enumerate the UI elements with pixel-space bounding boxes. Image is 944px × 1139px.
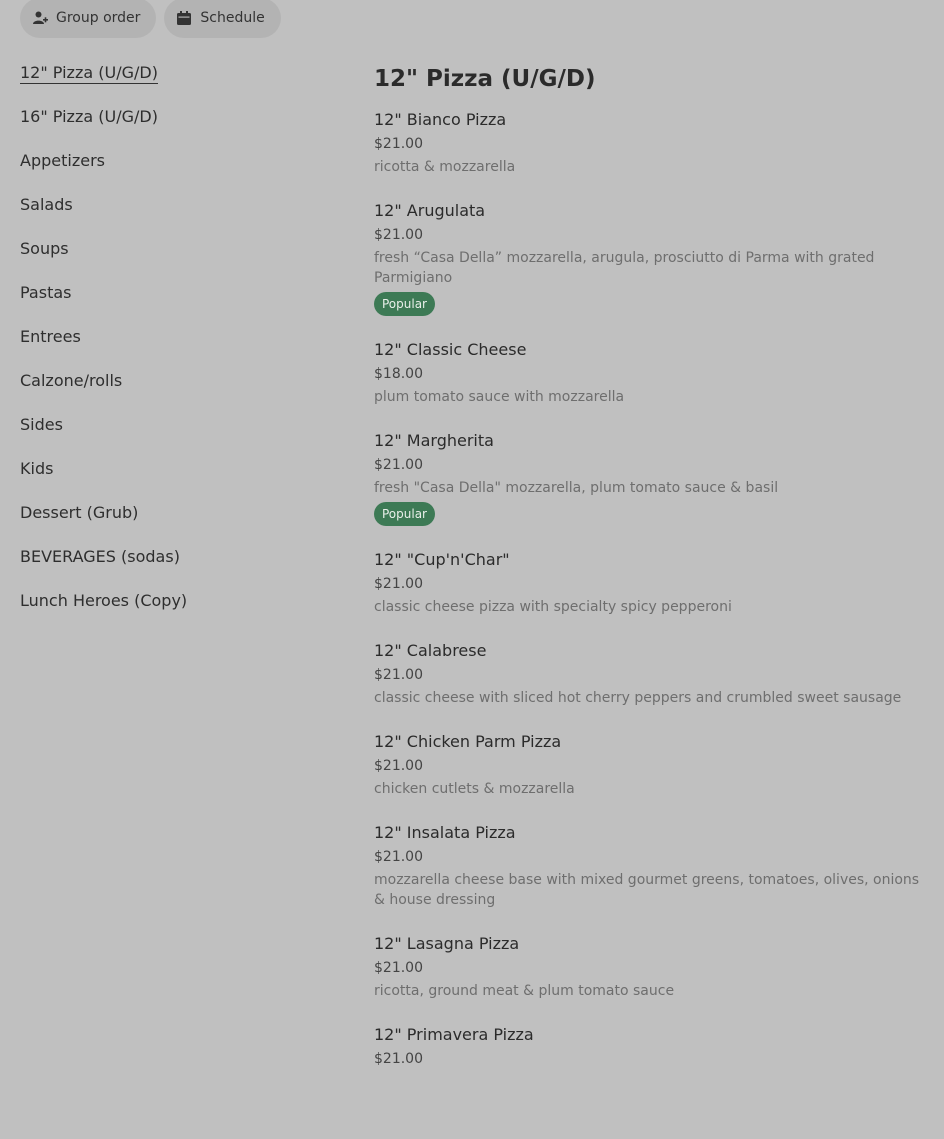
menu-item[interactable] <box>374 730 930 799</box>
menu-item-price: $21.00 <box>374 758 423 774</box>
sidebar-category-label: Lunch Heroes (Copy) <box>20 591 188 610</box>
schedule-button[interactable] <box>164 0 280 38</box>
sidebar-category-label: Pastas <box>20 283 72 302</box>
sidebar-category[interactable] <box>20 590 340 634</box>
sidebar-category-label: Soups <box>20 239 69 258</box>
menu-item-price: $21.00 <box>374 960 423 976</box>
sidebar-category[interactable] <box>20 282 340 326</box>
menu-item-price: $21.00 <box>374 667 423 683</box>
sidebar-category[interactable] <box>20 62 340 106</box>
sidebar-category-label: Sides <box>20 415 63 434</box>
menu-item[interactable] <box>374 639 930 708</box>
menu-item-price: $21.00 <box>374 576 423 592</box>
category-sidebar <box>20 62 340 634</box>
menu-item[interactable] <box>374 1023 930 1070</box>
sidebar-category[interactable] <box>20 458 340 502</box>
menu-item-description: mozzarella cheese base with mixed gourmet greens, tomatoes, olives, onions & house dressing <box>374 872 920 908</box>
sidebar-category-label: Kids <box>20 459 54 478</box>
menu-item[interactable] <box>374 548 930 617</box>
menu-item-price: $21.00 <box>374 457 423 473</box>
menu-item[interactable] <box>374 429 930 526</box>
menu-item-name: 12" Margherita <box>374 431 494 450</box>
menu-item-description: chicken cutlets & mozzarella <box>374 781 575 797</box>
sidebar-category-label: BEVERAGES (sodas) <box>20 547 180 566</box>
menu-item-name: 12" Calabrese <box>374 641 487 660</box>
menu-item-name: 12" Insalata Pizza <box>374 823 516 842</box>
sidebar-category[interactable] <box>20 546 340 590</box>
top-toolbar <box>20 0 281 38</box>
popular-badge: Popular <box>374 292 435 316</box>
menu-item-name: 12" Classic Cheese <box>374 340 527 359</box>
sidebar-category-label: Appetizers <box>20 151 105 170</box>
sidebar-category[interactable] <box>20 414 340 458</box>
sidebar-category-label: Calzone/rolls <box>20 371 123 390</box>
menu-item-list <box>374 108 930 1070</box>
popular-badge: Popular <box>374 502 435 526</box>
menu-item-description: ricotta, ground meat & plum tomato sauce <box>374 983 675 999</box>
sidebar-category[interactable] <box>20 194 340 238</box>
menu-item[interactable] <box>374 199 930 316</box>
sidebar-category-label: Entrees <box>20 327 81 346</box>
menu-item-name: 12" Primavera Pizza <box>374 1025 534 1044</box>
menu-item[interactable] <box>374 932 930 1001</box>
menu-item-price: $21.00 <box>374 849 423 865</box>
sidebar-category[interactable] <box>20 106 340 150</box>
menu-item-name: 12" Chicken Parm Pizza <box>374 732 562 751</box>
sidebar-category[interactable] <box>20 370 340 414</box>
menu-item-description: ricotta & mozzarella <box>374 159 516 175</box>
sidebar-category[interactable] <box>20 238 340 282</box>
sidebar-category[interactable] <box>20 502 340 546</box>
menu-item[interactable] <box>374 338 930 407</box>
sidebar-category-label: 16" Pizza (U/G/D) <box>20 107 158 126</box>
sidebar-category-label: Salads <box>20 195 73 214</box>
menu-item-description: classic cheese pizza with specialty spicy pepperoni <box>374 599 732 615</box>
menu-item-price: $18.00 <box>374 366 423 382</box>
menu-item-description: fresh "Casa Della" mozzarella, plum tomato sauce & basil <box>374 480 779 496</box>
menu-item-price: $21.00 <box>374 227 423 243</box>
calendar-icon <box>176 10 192 26</box>
menu-item-name: 12" Arugulata <box>374 201 486 220</box>
sidebar-category[interactable] <box>20 326 340 370</box>
menu-item-name: 12" "Cup'n'Char" <box>374 550 510 569</box>
menu-section <box>374 62 930 1092</box>
menu-item-description: classic cheese with sliced hot cherry peppers and crumbled sweet sausage <box>374 690 902 706</box>
menu-item-description: fresh “Casa Della” mozzarella, arugula, prosciutto di Parma with grated Parmigiano <box>374 250 875 286</box>
menu-item[interactable] <box>374 821 930 910</box>
menu-item[interactable] <box>374 108 930 177</box>
sidebar-category-label: Dessert (Grub) <box>20 503 139 522</box>
sidebar-category-label: 12" Pizza (U/G/D) <box>20 63 158 82</box>
menu-item-price: $21.00 <box>374 136 423 152</box>
menu-item-price: $21.00 <box>374 1051 423 1067</box>
sidebar-category[interactable] <box>20 150 340 194</box>
menu-item-name: 12" Lasagna Pizza <box>374 934 520 953</box>
menu-item-name: 12" Bianco Pizza <box>374 110 507 129</box>
menu-item-description: plum tomato sauce with mozzarella <box>374 389 625 405</box>
group-order-label: Group order <box>56 10 141 26</box>
group-order-button[interactable] <box>20 0 156 38</box>
person-add-icon <box>32 10 48 26</box>
schedule-label: Schedule <box>200 10 265 26</box>
section-title: 12" Pizza (U/G/D) <box>374 66 596 92</box>
